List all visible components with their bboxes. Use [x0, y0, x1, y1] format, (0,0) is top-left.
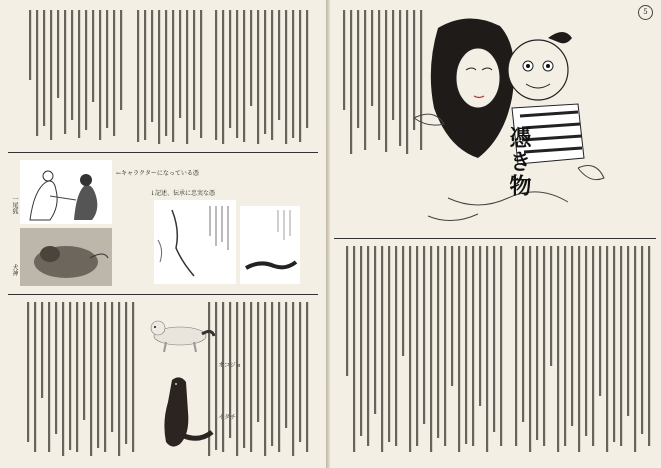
scroll-figure-drawing — [20, 160, 112, 224]
inugami-drawing — [20, 228, 112, 286]
tsukimono-title-illustration — [408, 8, 608, 236]
inugami-scroll-image — [20, 228, 112, 286]
text-lines-graphic — [12, 8, 312, 148]
right-rule — [334, 238, 656, 239]
label-b: 犬神 — [11, 264, 18, 276]
left-top-text-block — [12, 8, 312, 148]
right-page — [330, 0, 661, 468]
right-bottom-text-block — [336, 244, 654, 460]
caption-character: ←キャラクターになっている憑 — [116, 170, 199, 177]
right-bottom-text-lines — [336, 244, 654, 460]
manuscript-drawing — [154, 200, 236, 284]
scroll-figure-image — [20, 160, 112, 224]
page-number: 5 — [638, 5, 653, 20]
label-d: イタチ — [218, 414, 237, 421]
manuscript-image — [154, 200, 236, 284]
stoat-photo — [140, 312, 218, 358]
weasel-sketch-image — [240, 206, 300, 284]
illustration-panel — [8, 156, 318, 290]
caption-historical: ↓記述、伝承に忠実な憑 — [150, 190, 216, 197]
weasel-photo — [150, 372, 216, 452]
left-bottom-rule — [8, 294, 318, 295]
weasel-sketch-drawing — [240, 206, 300, 284]
left-page — [0, 0, 326, 468]
left-top-rule — [8, 152, 318, 153]
title-illustration-drawing — [408, 8, 608, 236]
label-a: 一尾狐 — [11, 196, 18, 214]
weasel-drawing — [150, 372, 216, 452]
label-c: オコジョ — [218, 362, 242, 369]
stoat-drawing — [140, 312, 218, 358]
title-calligraphy: 憑き物 — [506, 126, 532, 198]
